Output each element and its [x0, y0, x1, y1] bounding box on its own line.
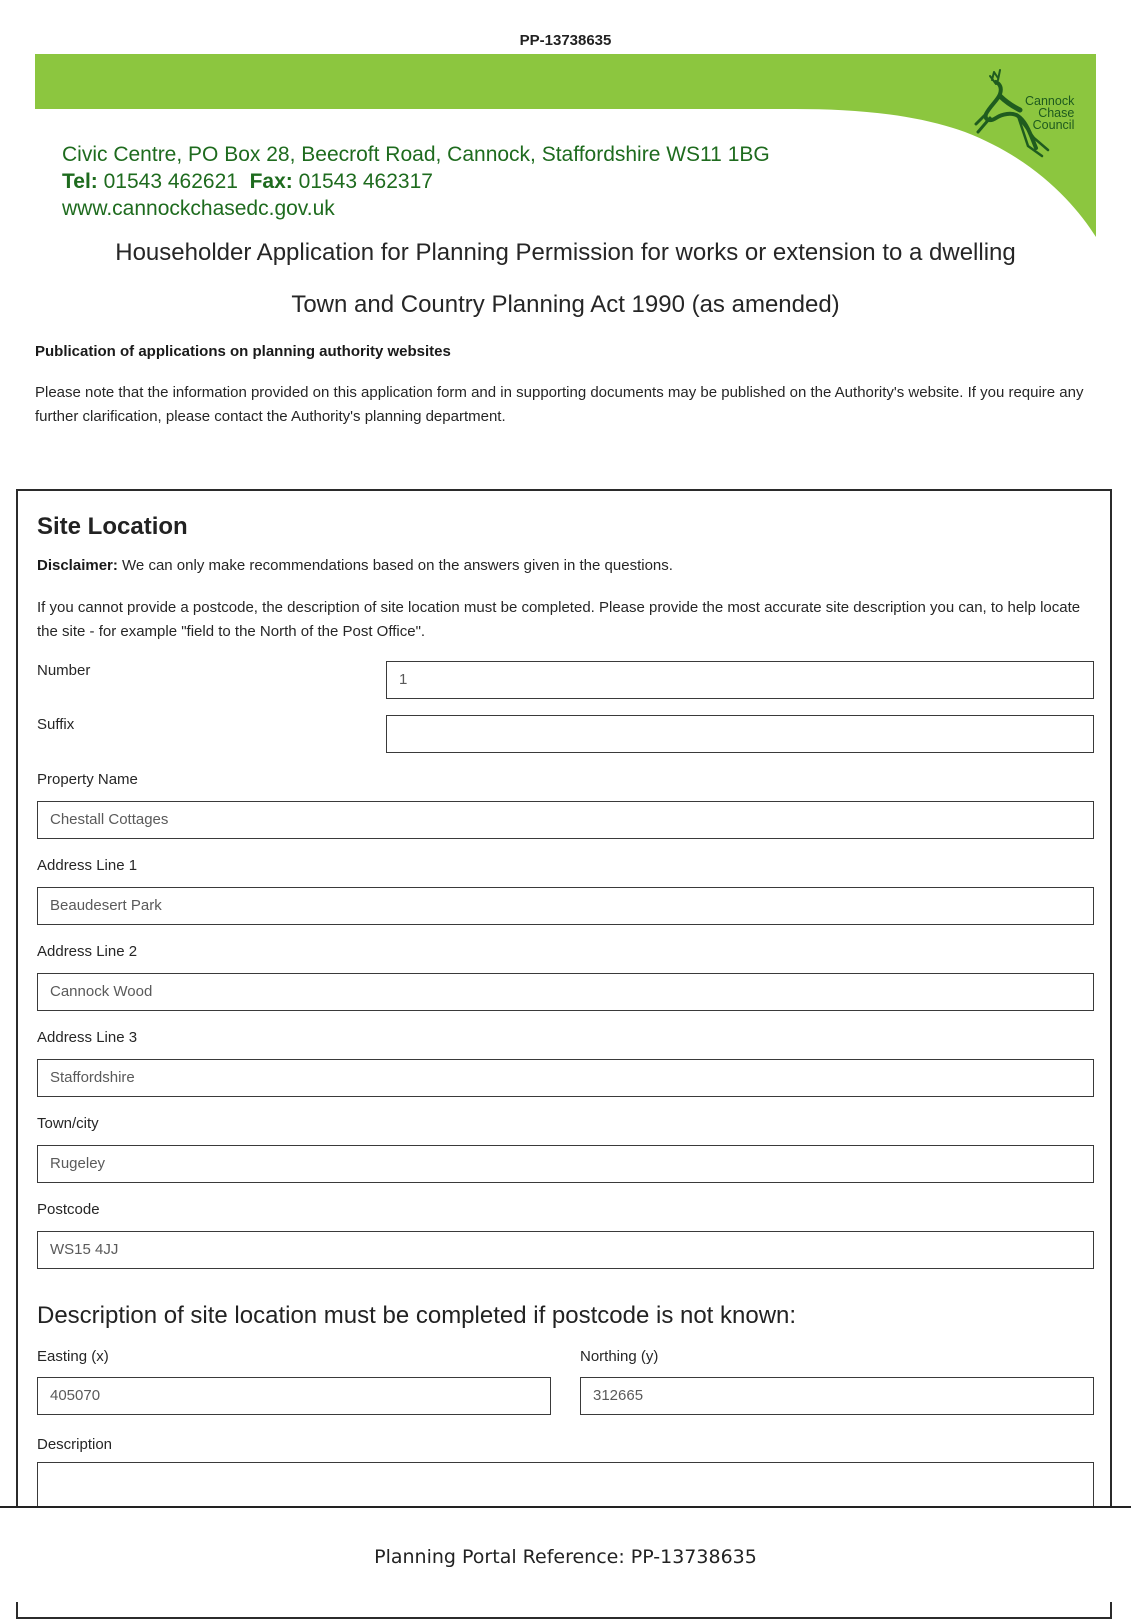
description-heading: Description of site location must be completed if postcode is not known: [37, 1302, 797, 1329]
publication-text: Please note that the information provided on this application form and in supporting documents may be published on the Authority's website. If you require any further clarification, please contact the Authority's planning department. [35, 384, 1084, 425]
postcode-note: If you cannot provide a postcode, the description of site location must be completed. Please provide the most accurate site description you can, to help locate the site - for example "field to the North of the Post Office". [37, 599, 1081, 640]
town-city-label: Town/city [37, 1115, 99, 1132]
council-logo-text [1025, 95, 1074, 131]
site-location-section [16, 489, 1112, 1619]
number-input[interactable]: 1 [386, 661, 1094, 699]
logo-line-1: Cannock [1025, 94, 1075, 108]
council-website-link[interactable]: www.cannockchasedc.gov.uk [62, 197, 335, 220]
council-address-block [62, 141, 770, 222]
council-address: Civic Centre, PO Box 28, Beecroft Road, Cannock, Staffordshire WS11 1BG [62, 143, 770, 166]
address-line-3-label: Address Line 3 [37, 1029, 138, 1046]
postcode-input[interactable]: WS15 4JJ [37, 1231, 1094, 1269]
number-label: Number [37, 662, 91, 679]
address-line-1-label: Address Line 1 [37, 857, 138, 874]
council-contact [62, 168, 770, 195]
property-name-input[interactable]: Chestall Cottages [37, 801, 1094, 839]
form-subtitle: Town and Country Planning Act 1990 (as amended) [291, 291, 840, 318]
footer-reference: Planning Portal Reference: PP-13738635 [374, 1546, 757, 1568]
address-line-1-input[interactable]: Beaudesert Park [37, 887, 1094, 925]
address-line-2-label: Address Line 2 [37, 943, 138, 960]
easting-label: Easting (x) [37, 1348, 109, 1365]
fax-value: 01543 462317 [298, 170, 433, 193]
northing-label: Northing (y) [580, 1348, 659, 1365]
logo-line-2: Chase [1038, 106, 1075, 120]
top-reference: PP-13738635 [519, 32, 612, 49]
logo-line-3: Council [1032, 118, 1075, 132]
easting-input[interactable]: 405070 [37, 1377, 551, 1415]
disclaimer [37, 557, 673, 574]
tel-label: Tel: [62, 170, 98, 193]
postcode-label: Postcode [37, 1201, 100, 1218]
northing-input[interactable]: 312665 [580, 1377, 1094, 1415]
suffix-label: Suffix [37, 716, 75, 733]
section-title: Site Location [37, 513, 188, 540]
suffix-input[interactable] [386, 715, 1094, 753]
disclaimer-label: Disclaimer: [37, 557, 118, 574]
description-label: Description [37, 1436, 113, 1453]
address-line-3-input[interactable]: Staffordshire [37, 1059, 1094, 1097]
publication-heading: Publication of applications on planning authority websites [35, 343, 451, 360]
form-title: Householder Application for Planning Permission for works or extension to a dwelling [115, 239, 1016, 266]
disclaimer-text: We can only make recommendations based on the answers given in the questions. [122, 557, 673, 574]
property-name-label: Property Name [37, 771, 138, 788]
address-line-2-input[interactable]: Cannock Wood [37, 973, 1094, 1011]
tel-value: 01543 462621 [103, 170, 238, 193]
town-city-input[interactable]: Rugeley [37, 1145, 1094, 1183]
fax-label: Fax: [249, 170, 293, 193]
